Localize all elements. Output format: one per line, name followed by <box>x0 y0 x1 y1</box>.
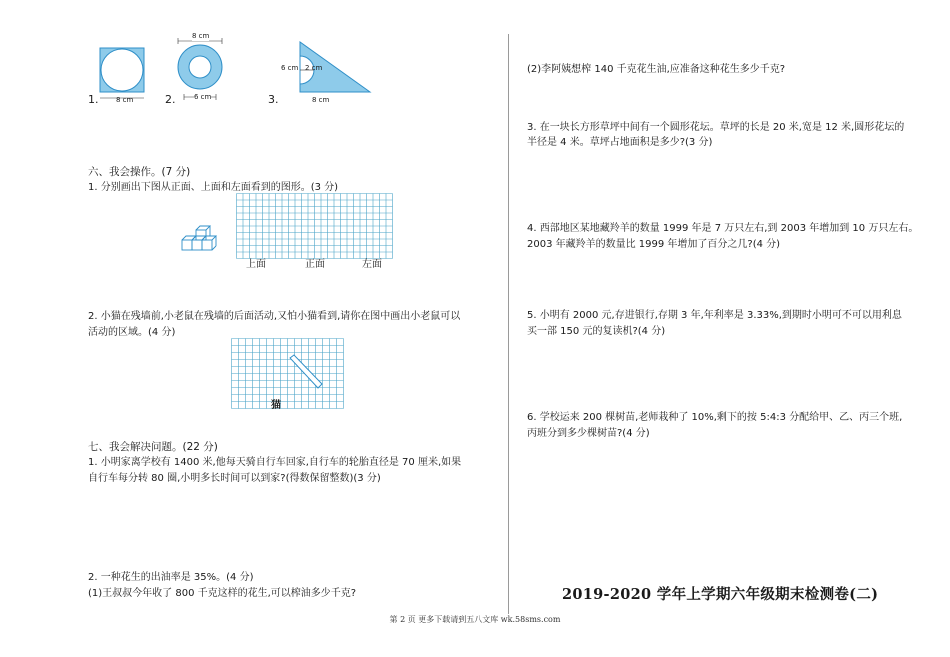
section-6-question-2-line-2: 活动的区域。(4 分) <box>88 327 176 338</box>
triangle-side-label: 6 cm <box>281 64 299 72</box>
figure-number-3: 3. <box>268 93 279 106</box>
section-7-heading: 七、我会解决问题。(22 分) <box>88 441 218 453</box>
section-7-question-1-line-1: 1. 小明家离学校有 1400 米,他每天骑自行车回家,自行车的轮胎直径是 70 厘米,如果 <box>88 457 462 468</box>
page-divider <box>508 34 509 614</box>
section-6-question-1: 1. 分别画出下图从正面、上面和左面看到的图形。(3 分) <box>88 182 339 193</box>
question-4-line-1: 4. 西部地区某地藏羚羊的数量 1999 年是 7 万只左右,到 2003 年增加到 10 万只左右。 <box>527 223 919 234</box>
grid-label-top: 上面 <box>246 259 266 270</box>
section-7-question-1-line-2: 自行车每分转 80 圈,小明多长时间可以到家?(得数保留整数)(3 分) <box>88 473 381 484</box>
question-5-line-2: 买一部 150 元的复读机?(4 分) <box>527 326 666 337</box>
section-7-question-2-line-2: (1)王叔叔今年收了 800 千克这样的花生,可以榨油多少千克? <box>88 588 357 599</box>
grid-label-left: 左面 <box>362 259 382 270</box>
figure-number-1: 1. <box>88 93 99 106</box>
question-4-line-2: 2003 年藏羚羊的数量比 1999 年增加了百分之几?(4 分) <box>527 239 781 250</box>
triangle-base-label: 8 cm <box>312 96 330 104</box>
page-footer: 第 2 页 更多下载请到五八文库 wk.58sms.com <box>389 615 561 624</box>
section-7-question-2-line-1: 2. 一种花生的出油率是 35%。(4 分) <box>88 572 254 583</box>
wall-grid[interactable] <box>231 338 343 411</box>
question-6-line-2: 丙班分到多少棵树苗?(4 分) <box>527 428 650 439</box>
cube-stack-figure <box>180 226 222 256</box>
question-5-line-1: 5. 小明有 2000 元,存进银行,存期 3 年,年利率是 3.33%,到期时小明可不可以用利息 <box>527 310 902 321</box>
question-2-part-2: (2)李阿姨想榨 140 千克花生油,应准备这种花生多少千克? <box>527 64 786 75</box>
question-3-line-2: 半径是 4 米。草坪占地面积是多少?(3 分) <box>527 137 713 148</box>
ring-outer-label: 8 cm <box>192 32 210 40</box>
section-6-question-2-line-1: 2. 小猫在残墙前,小老鼠在残墙的后面活动,又怕小猫看到,请你在图中画出小老鼠可以 <box>88 311 461 322</box>
question-6-line-1: 6. 学校运来 200 棵树苗,老师栽种了 10%,剩下的按 5:4:3 分配给甲、乙、丙三个班, <box>527 412 903 423</box>
section-6-heading: 六、我会操作。(7 分) <box>88 166 191 178</box>
question-3-line-1: 3. 在一块长方形草坪中间有一个圆形花坛。草坪的长是 20 米,宽是 12 米,圆形花坛的 <box>527 122 905 133</box>
broken-wall <box>288 354 324 390</box>
figure-number-2: 2. <box>165 93 176 106</box>
grid-label-front: 正面 <box>305 259 325 270</box>
cat-label: 猫 <box>271 400 281 411</box>
square-side-label: 8 cm <box>116 96 134 104</box>
view-drawing-grid[interactable] <box>236 193 393 258</box>
semicircle-radius-label: 2 cm <box>305 64 323 72</box>
ring-inner-label: 6 cm <box>194 93 212 101</box>
exam-title: 2019-2020 学年上学期六年级期末检测卷(二) <box>562 586 879 603</box>
